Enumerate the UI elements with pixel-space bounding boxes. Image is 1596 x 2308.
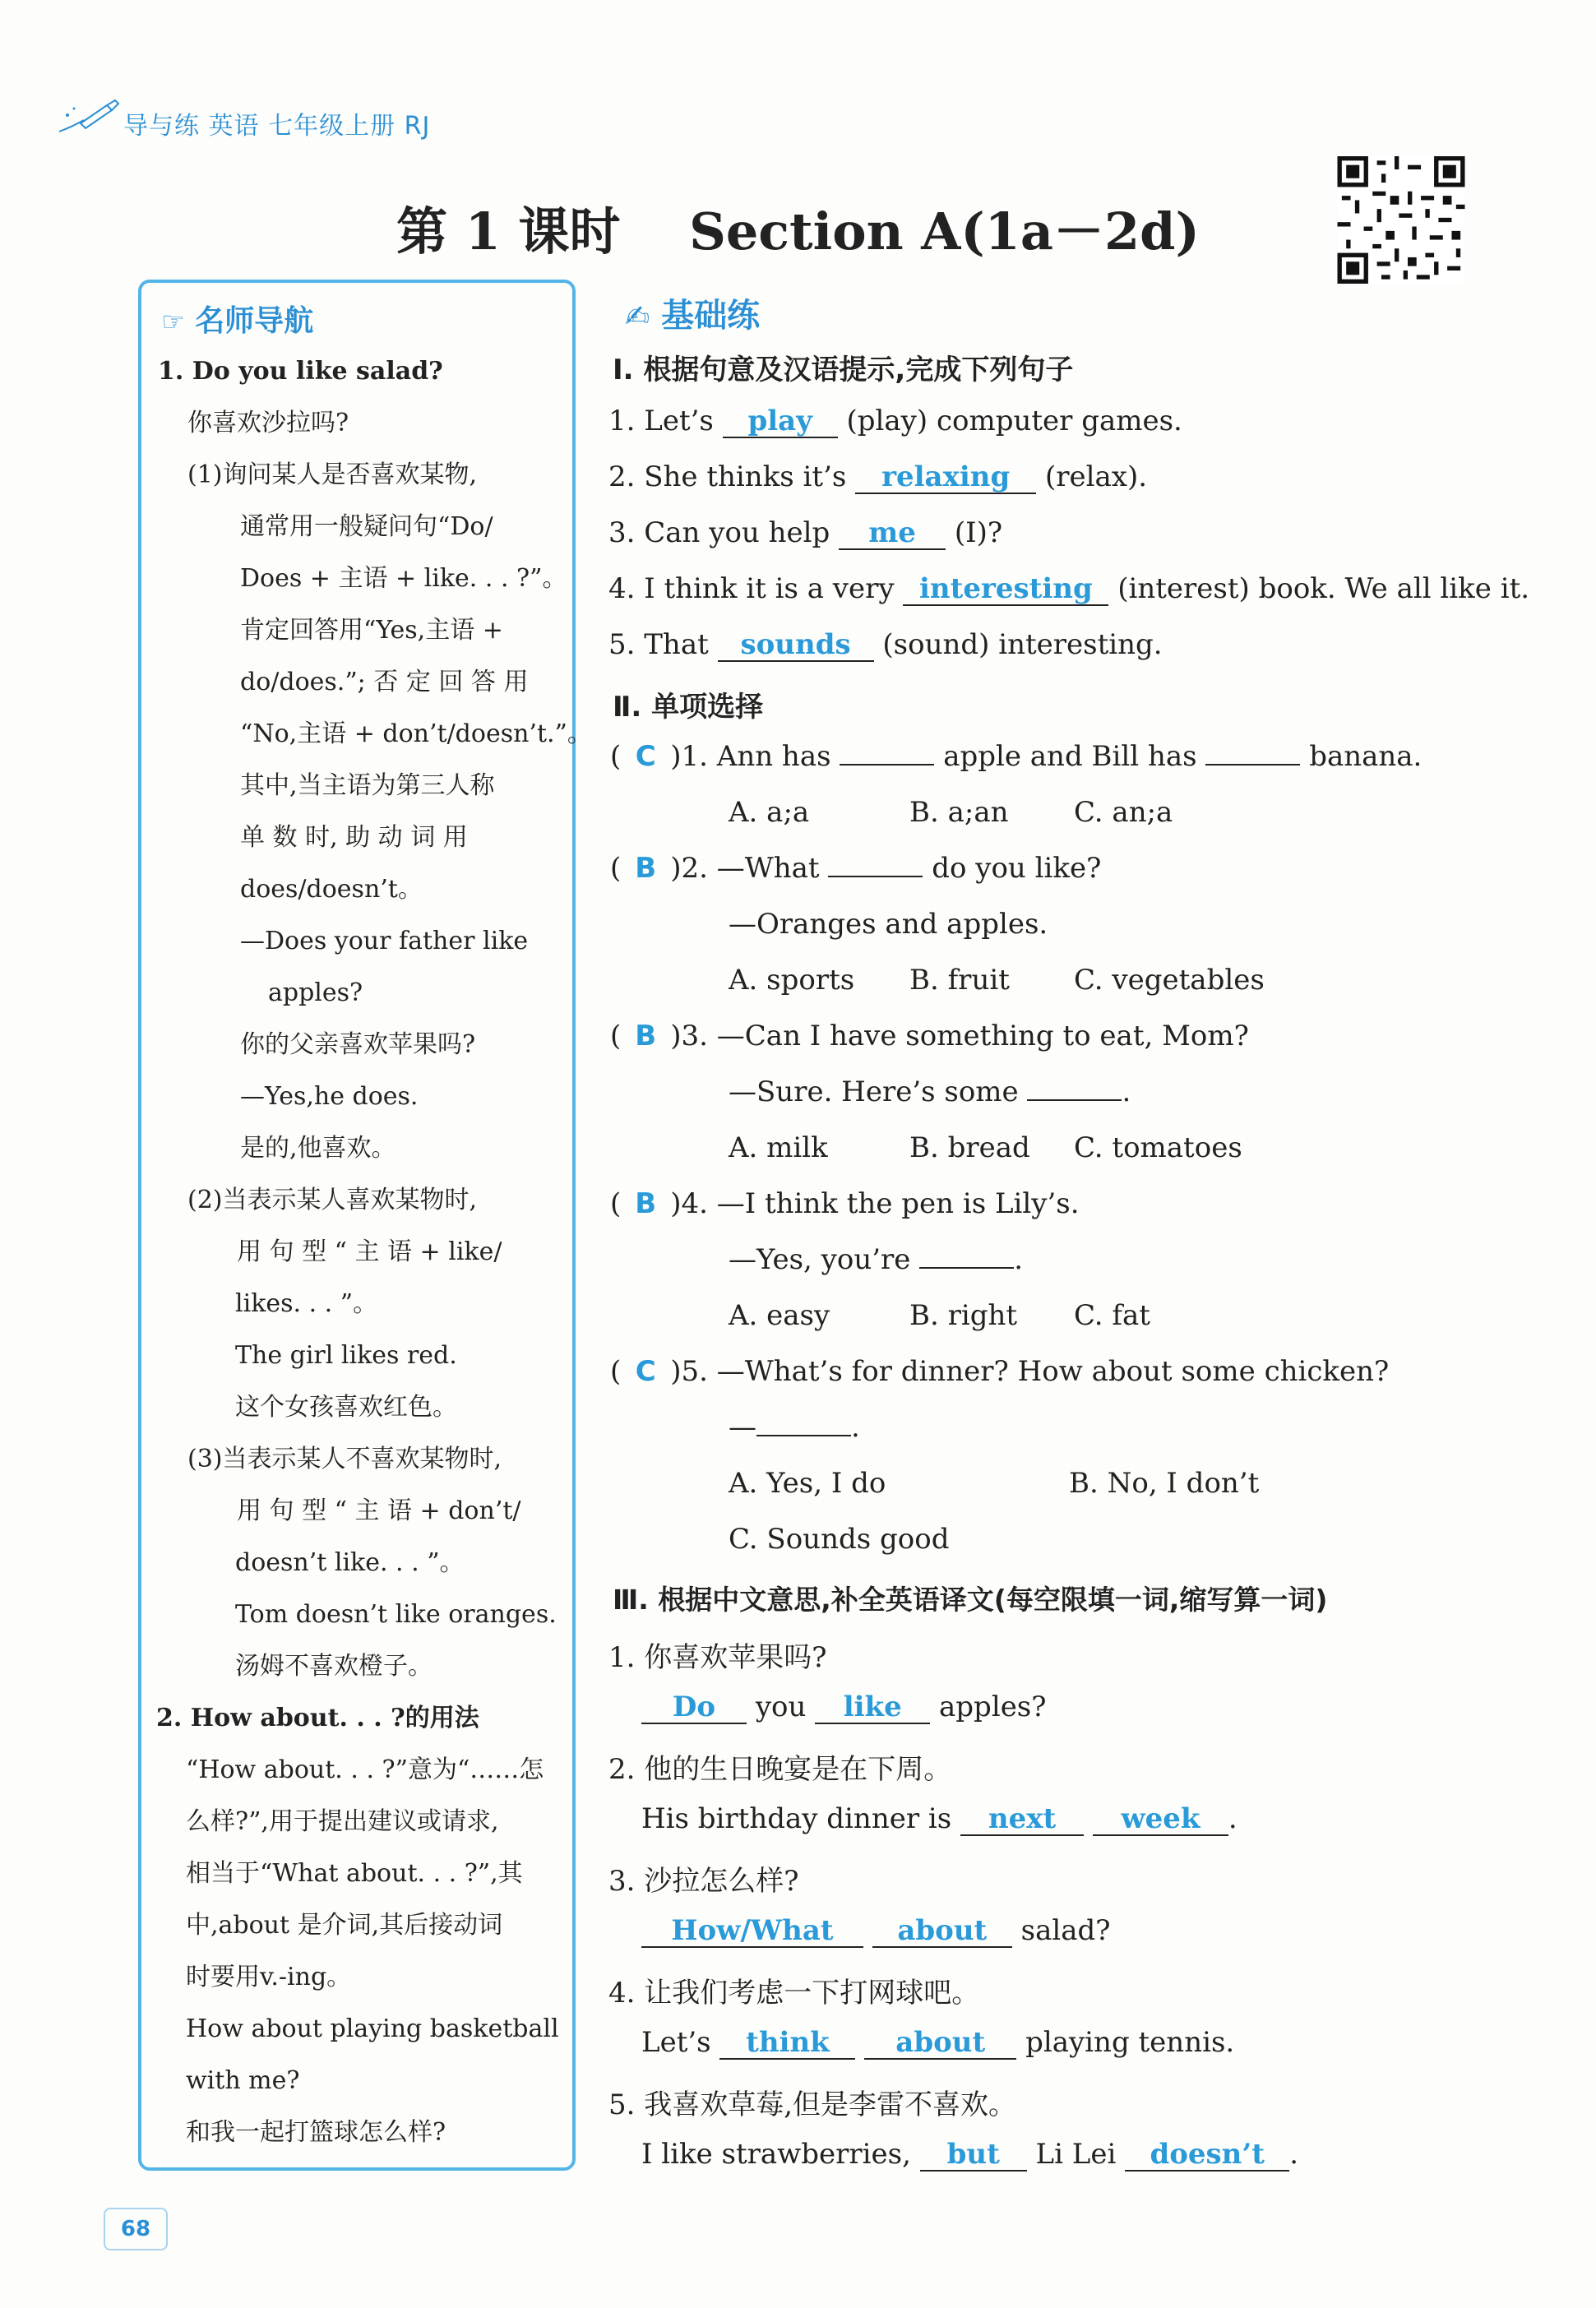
mc-reply: —Yes, you’re .: [729, 1243, 1024, 1276]
guide-line: 么样?”,用于提出建议或请求,: [186, 1807, 499, 1836]
mc-reply: — .: [729, 1411, 860, 1444]
answer-blank[interactable]: like: [815, 1693, 930, 1724]
s1-item-4: 4. I think it is a very interesting (interest) book. We all like it.: [608, 572, 1530, 605]
guide-line: —Does your father like: [240, 927, 529, 955]
answer-blank[interactable]: sounds: [718, 631, 874, 662]
guide-line: (3)当表示某人不喜欢某物时,: [187, 1445, 502, 1473]
guide-line: 时要用v.-ing。: [186, 1963, 352, 1991]
guide-line: 和我一起打篮球怎么样?: [186, 2118, 446, 2147]
guide-line: (2)当表示某人喜欢某物时,: [187, 1186, 478, 1214]
mc-option[interactable]: C. tomatoes: [1074, 1131, 1242, 1164]
pencil-icon: [56, 95, 122, 136]
s1-item-1: 1. Let’s play (play) computer games.: [608, 405, 1182, 437]
mc-option[interactable]: B. a;an: [909, 796, 1009, 829]
page-title: 第 1 课时 Section A(1a－2d): [396, 201, 1200, 261]
mc-option[interactable]: B. fruit: [909, 964, 1010, 997]
guide-line: apples?: [268, 978, 363, 1007]
mc-answer[interactable]: B: [635, 1187, 657, 1220]
blank-line: [919, 1267, 1014, 1269]
guide-line: The girl likes red.: [235, 1341, 457, 1370]
mc-option[interactable]: A. a;a: [729, 796, 810, 829]
mc-question-4: ( B )4. —I think the pen is Lily’s.: [610, 1187, 1080, 1220]
section-3-title: Ⅲ. 根据中文意思,补全英语译文(每空限填一词,缩写算一词): [613, 1584, 1328, 1616]
section-1-title: Ⅰ. 根据句意及汉语提示,完成下列句子: [613, 354, 1074, 386]
s1-item-5: 5. That sounds (sound) interesting.: [608, 628, 1163, 661]
mc-option[interactable]: C. vegetables: [1074, 964, 1265, 997]
s3-answer-3: How/What about salad?: [641, 1914, 1110, 1948]
guide-line: 你的父亲喜欢苹果吗?: [240, 1030, 476, 1059]
mc-answer[interactable]: B: [635, 852, 657, 885]
qr-code-icon: [1336, 156, 1466, 284]
running-header: [123, 105, 430, 141]
mc-option[interactable]: A. sports: [729, 964, 855, 997]
guide-line: 用 句 型 “ 主 语 + like/: [237, 1237, 502, 1266]
guide-line: Tom doesn’t like oranges.: [235, 1600, 557, 1629]
hand-icon: ☞: [161, 306, 185, 337]
answer-blank[interactable]: week: [1093, 1805, 1228, 1836]
answer-blank[interactable]: relaxing: [855, 463, 1036, 494]
answer-blank[interactable]: interesting: [903, 575, 1108, 606]
guide-line: 是的,他喜欢。: [240, 1134, 396, 1163]
s3-answer-5: I like strawberries, but Li Lei doesn’t .: [641, 2138, 1298, 2171]
blank-line: [840, 764, 934, 765]
header-text: 导与练 英语 七年级上册 RJ: [123, 112, 431, 141]
mc-answer[interactable]: C: [635, 1355, 656, 1388]
section-2-title: Ⅱ. 单项选择: [613, 691, 764, 724]
guide-line: (1)询问某人是否喜欢某物,: [187, 460, 478, 489]
guide-line: 肯定回答用“Yes,主语 +: [240, 616, 503, 645]
mc-reply: —Oranges and apples.: [729, 908, 1048, 941]
answer-blank[interactable]: How/What: [641, 1917, 863, 1948]
notepad-pen-icon: ✍: [625, 300, 650, 334]
answer-blank[interactable]: about: [864, 2028, 1016, 2060]
answer-blank[interactable]: Do: [641, 1693, 747, 1724]
mc-option[interactable]: A. Yes, I do: [729, 1467, 886, 1500]
guide-line: “No,主语 + don’t/doesn’t.”。: [240, 719, 592, 748]
answer-blank[interactable]: doesn’t: [1125, 2140, 1289, 2172]
guide-line: 中,about 是介词,其后接动词: [186, 1911, 503, 1940]
mc-question-5: ( C )5. —What’s for dinner? How about some chicken?: [610, 1355, 1390, 1388]
s1-item-2: 2. She thinks it’s relaxing (relax).: [608, 460, 1148, 493]
s3-answer-2: His birthday dinner is next week .: [641, 1802, 1237, 1835]
mc-option[interactable]: A. easy: [729, 1299, 830, 1332]
answer-blank[interactable]: play: [723, 407, 838, 438]
blank-line: [1027, 1099, 1122, 1101]
s3-chinese-4: 4. 让我们考虑一下打网球吧。: [608, 1977, 980, 2010]
guide-line: How about playing basketball: [186, 2014, 559, 2043]
mc-question-1: ( C )1. Ann has apple and Bill has banana.: [610, 740, 1423, 773]
guide-line: 单 数 时, 助 动 词 用: [240, 823, 468, 852]
guide-line: “How about. . . ?”意为“……怎: [186, 1755, 544, 1784]
guide-line: likes. . . ”。: [235, 1289, 378, 1318]
mc-option[interactable]: B. bread: [909, 1131, 1030, 1164]
guide-line: 这个女孩喜欢红色。: [235, 1393, 457, 1422]
mc-option[interactable]: C. fat: [1074, 1299, 1150, 1332]
blank-line: [1205, 764, 1300, 765]
guide-line: does/doesn’t。: [240, 875, 423, 904]
answer-blank[interactable]: me: [839, 519, 946, 550]
blank-line: [756, 1435, 851, 1436]
guide-line: 1. Do you like salad?: [158, 357, 443, 386]
s3-chinese-2: 2. 他的生日晚宴是在下周。: [608, 1753, 952, 1786]
blank-line: [828, 876, 923, 877]
s3-chinese-5: 5. 我喜欢草莓,但是李雷不喜欢。: [608, 2088, 1017, 2121]
mc-option[interactable]: C. an;a: [1074, 796, 1173, 829]
guide-line: 用 句 型 “ 主 语 + don’t/: [237, 1496, 521, 1525]
answer-blank[interactable]: but: [920, 2140, 1027, 2172]
mc-answer[interactable]: B: [635, 1020, 657, 1052]
guide-line: with me?: [186, 2066, 300, 2095]
mc-answer[interactable]: C: [635, 740, 656, 773]
guide-line: Does + 主语 + like. . . ?”。: [240, 564, 567, 593]
guide-line: —Yes,he does.: [240, 1082, 419, 1111]
guide-line: do/does.”; 否 定 回 答 用: [240, 668, 529, 696]
guide-line: 你喜欢沙拉吗?: [187, 409, 349, 437]
guide-line: 2. How about. . . ?的用法: [156, 1704, 479, 1732]
mc-question-3: ( B )3. —Can I have something to eat, Mom?: [610, 1020, 1249, 1052]
practice-heading: ✍ 基础练: [625, 297, 761, 335]
teacher-guide-heading: ☞ 名师导航: [161, 304, 314, 338]
mc-option[interactable]: C. Sounds good: [729, 1523, 950, 1556]
mc-option[interactable]: B. right: [909, 1299, 1018, 1332]
s3-answer-1: Do you like apples?: [641, 1691, 1047, 1724]
s3-chinese-1: 1. 你喜欢苹果吗?: [608, 1641, 827, 1674]
mc-option[interactable]: B. No, I don’t: [1069, 1467, 1260, 1500]
answer-blank[interactable]: next: [960, 1805, 1084, 1836]
s3-answer-4: Let’s think about playing tennis.: [641, 2026, 1235, 2059]
mc-reply: —Sure. Here’s some .: [729, 1075, 1131, 1108]
guide-line: 其中,当主语为第三人称: [240, 771, 495, 800]
s1-item-3: 3. Can you help me (I)?: [608, 516, 1003, 549]
mc-question-2: ( B )2. —What do you like?: [610, 852, 1102, 885]
guide-line: 通常用一般疑问句“Do/: [240, 512, 493, 541]
mc-option[interactable]: A. milk: [729, 1131, 828, 1164]
guide-line: doesn’t like. . . ”。: [235, 1548, 465, 1577]
answer-blank[interactable]: think: [719, 2028, 855, 2060]
guide-line: 相当于“What about. . . ?”,其: [186, 1859, 523, 1888]
guide-line: 汤姆不喜欢橙子。: [235, 1652, 433, 1681]
answer-blank[interactable]: about: [872, 1917, 1012, 1948]
page-number: 68: [104, 2208, 168, 2250]
s3-chinese-3: 3. 沙拉怎么样?: [608, 1865, 799, 1898]
